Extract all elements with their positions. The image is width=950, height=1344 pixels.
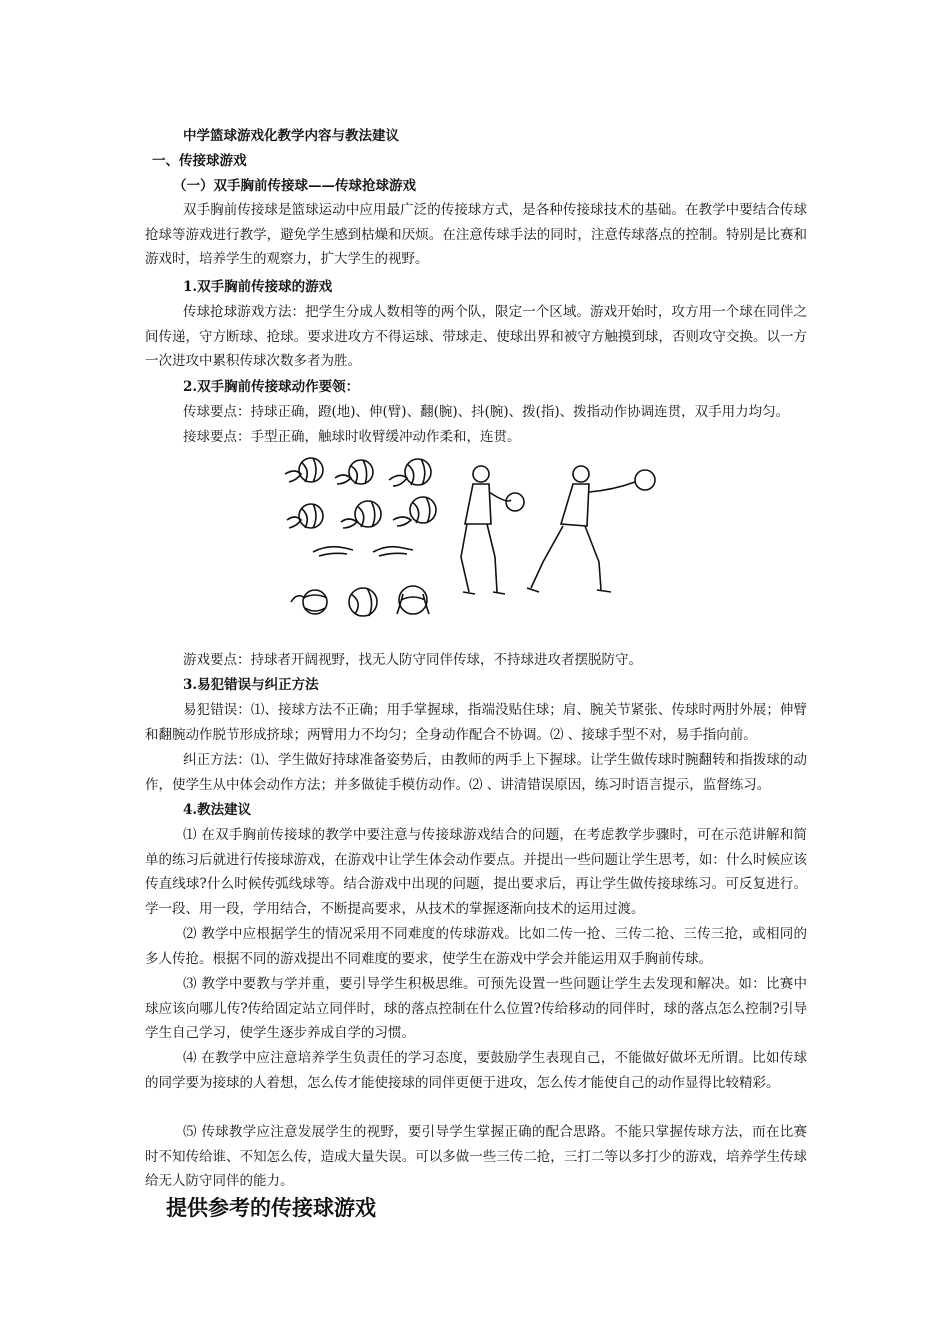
game-method-paragraph: 传球抢球游戏方法：把学生分成人数相等的两个队，限定一个区域。游戏开始时，攻方用一个球在同伴之间传递，守方断球、抢球。要求进攻方不得运球、带球走、使球出界和被守方触摸到球，否则攻守交换。以一方一次进攻中累积传球次数多者为胜。 bbox=[145, 304, 807, 369]
hand-ball-sketch bbox=[341, 501, 381, 528]
suggestion-5: ⑸ 传球教学应注意发展学生的视野，要引导学生掌握正确的配合思路。不能只掌握传球方法，而在比赛时不知传给谁、不知怎么传，造成大量失误。可以多做一些三传二抢，三打二等以多打少的游戏，培养学生传球给无人防守同伴的能力。 bbox=[145, 1124, 807, 1189]
passing-technique-illustration bbox=[283, 452, 668, 632]
section-heading: 一、传接球游戏 bbox=[152, 153, 247, 169]
hand-sketch bbox=[313, 547, 353, 556]
heading-games: 1.双手胸前传接球的游戏 bbox=[183, 279, 333, 295]
suggestion-4: ⑷ 在教学中应注意培养学生负责任的学习态度，要鼓励学生表现自己，不能做好做坏无所谓。比如传球的同学要为接球的人着想，怎么传才能使接球的同伴更便于进攻，怎么传才能使自己的动作显得比较精彩。 bbox=[145, 1050, 807, 1091]
suggestion-1: ⑴ 在双手胸前传接球的教学中要注意与传接球游戏结合的问题，在考虑教学步骤时，可在示范讲解和简单的练习后就进行传接球游戏，在游戏中让学生体会动作要点。并提出一些问题让学生思考，如：什么时候应该传直线球?什么时候传弧线球等。结合游戏中出现的问题，提出要求后，再让学生做传接球练习。可反复进行。学一段、用一段，学用结合，不断提高要求，从技术的掌握逐渐向技术的运用过渡。 bbox=[145, 827, 807, 917]
subsection-heading: （一）双手胸前传接球——传球抢球游戏 bbox=[173, 178, 416, 194]
heading-teaching: 4.教法建议 bbox=[183, 802, 252, 818]
correction-paragraph: 纠正方法：⑴、学生做好持球准备姿势后，由教师的两手上下握球。让学生做传球时腕翻转和指拨球的动作，使学生从中体会动作方法；并多做徒手模仿动作。⑵ 、讲清错误原因，练习时语言提示，监督练习。 bbox=[145, 752, 807, 793]
hand-ball-sketch bbox=[291, 590, 327, 614]
hand-ball-sketch bbox=[335, 460, 373, 484]
heading-technique: 2.双手胸前传接球动作要领： bbox=[183, 379, 360, 395]
document-title: 中学篮球游戏化教学内容与教法建议 bbox=[183, 128, 399, 144]
hand-ball-sketch bbox=[285, 458, 323, 482]
heading-errors: 3.易犯错误与纠正方法 bbox=[183, 677, 319, 693]
passing-points: 传球要点：持球正确，蹬(地)、伸(臂)、翻(腕)、抖(腕)、拨(指)、拨指动作协调连贯，双手用力均匀。 bbox=[183, 404, 790, 420]
suggestion-3: ⑶ 教学中要教与学并重，要引导学生积极思维。可预先设置一些问题让学生去发现和解决。如：比赛中球应该向哪儿传?传给固定站立同伴时，球的落点控制在什么位置?传给移动的同伴时，球的落点怎么控制?引导学生自己学习，使学生逐步养成自学的习惯。 bbox=[145, 976, 807, 1041]
reference-games-heading: 提供参考的传接球游戏 bbox=[166, 1196, 376, 1220]
intro-paragraph: 双手胸前传接球是篮球运动中应用最广泛的传接球方式，是各种传接球技术的基础。在教学中要结合传球抢球等游戏进行教学，避免学生感到枯燥和厌烦。在注意传球手法的同时，注意传球落点的控制。特别是比赛和游戏时，培养学生的观察力，扩大学生的视野。 bbox=[145, 202, 807, 267]
suggestion-2: ⑵ 教学中应根据学生的情况采用不同难度的传球游戏。比如二传一抢、三传二抢、三传三抢，或相同的多人传抢。根据不同的游戏提出不同难度的要求，使学生在游戏中学会并能运用双手胸前传球。 bbox=[145, 926, 807, 967]
hand-ball-sketch bbox=[287, 504, 323, 528]
common-errors-paragraph: 易犯错误：⑴、接球方法不正确；用手掌握球，指端没贴住球；肩、腕关节紧张、传球时两肘外展；伸臂和翻腕动作脱节形成挤球；两臂用力不均匀；全身动作配合不协调。⑵ 、接球手型不对，易手指向前。 bbox=[145, 702, 807, 743]
hand-sketch bbox=[373, 547, 413, 556]
hand-ball-sketch bbox=[397, 586, 429, 614]
player-figure bbox=[461, 466, 524, 594]
hand-ball-sketch bbox=[389, 459, 431, 486]
hand-ball-sketch bbox=[349, 588, 377, 616]
player-figure bbox=[527, 466, 655, 592]
game-points: 游戏要点：持球者开阔视野，找无人防守同伴传球，不持球进攻者摆脱防守。 bbox=[183, 652, 642, 668]
catching-points: 接球要点：手型正确，触球时收臂缓冲动作柔和，连贯。 bbox=[183, 429, 521, 445]
hand-ball-sketch bbox=[393, 497, 436, 526]
